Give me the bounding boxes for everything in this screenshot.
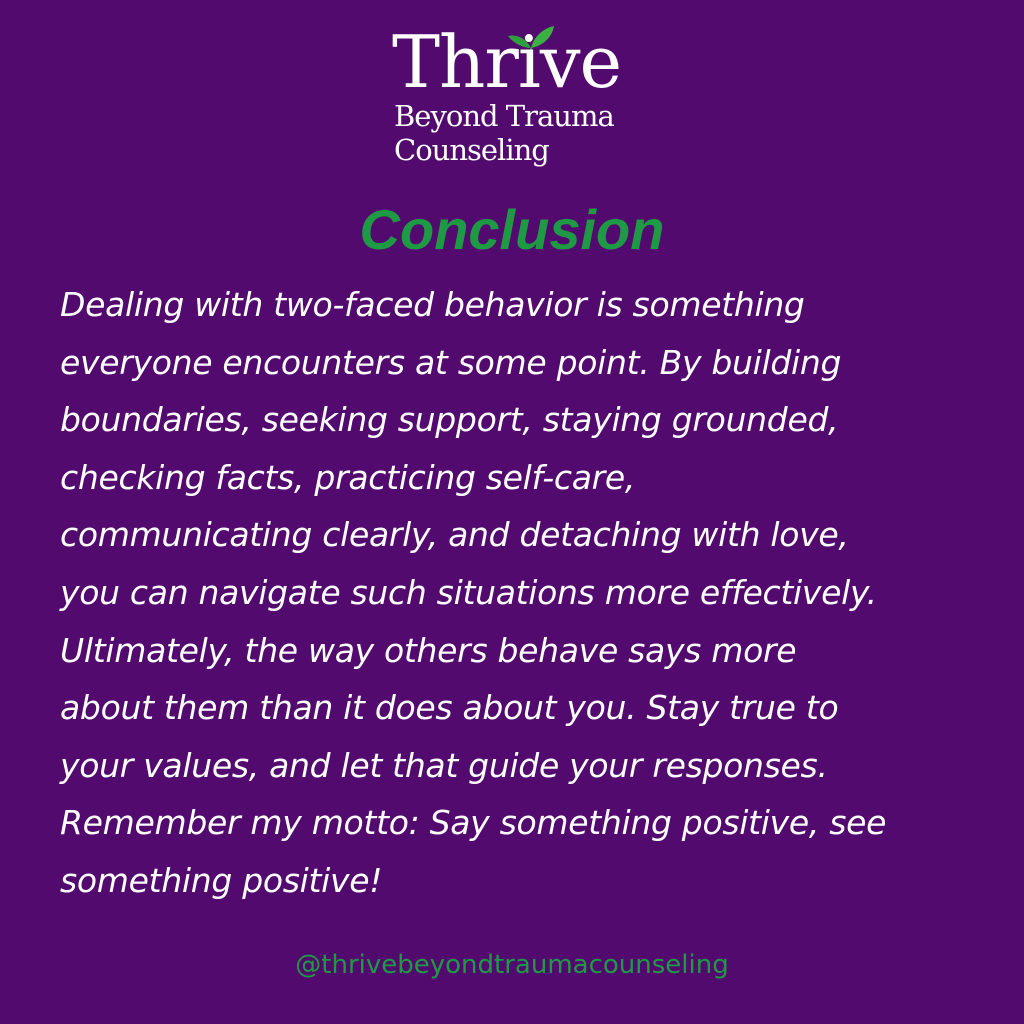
paragraph-line: something positive! [60, 860, 383, 900]
paragraph-line: Remember my motto: Say something positive, see [60, 803, 887, 843]
logo-subtitle-line2: Counseling [394, 133, 549, 167]
paragraph-line: communicating clearly, and detaching with love, [60, 515, 849, 555]
paragraph-line: your values, and let that guide your responses. [60, 745, 828, 785]
logo-title: Thrive [392, 20, 622, 104]
paragraph-line: everyone encounters at some point. By building [60, 342, 842, 382]
social-handle: @thrivebeyondtraumacounseling [295, 950, 729, 980]
brand-logo [390, 20, 640, 184]
page-title: Conclusion [359, 198, 665, 261]
paragraph-line: about them than it does about you. Stay true to [60, 688, 839, 728]
paragraph-line: checking facts, practicing self-care, [60, 457, 636, 497]
conclusion-paragraph [60, 276, 980, 910]
paragraph-line: boundaries, seeking support, staying grounded, [60, 400, 839, 440]
paragraph-line: you can navigate such situations more effectively. [60, 572, 877, 612]
paragraph-line: Ultimately, the way others behave says more [60, 630, 797, 670]
logo-subtitle-line1: Beyond Trauma [394, 99, 614, 133]
paragraph-line: Dealing with two-faced behavior is something [60, 285, 805, 324]
